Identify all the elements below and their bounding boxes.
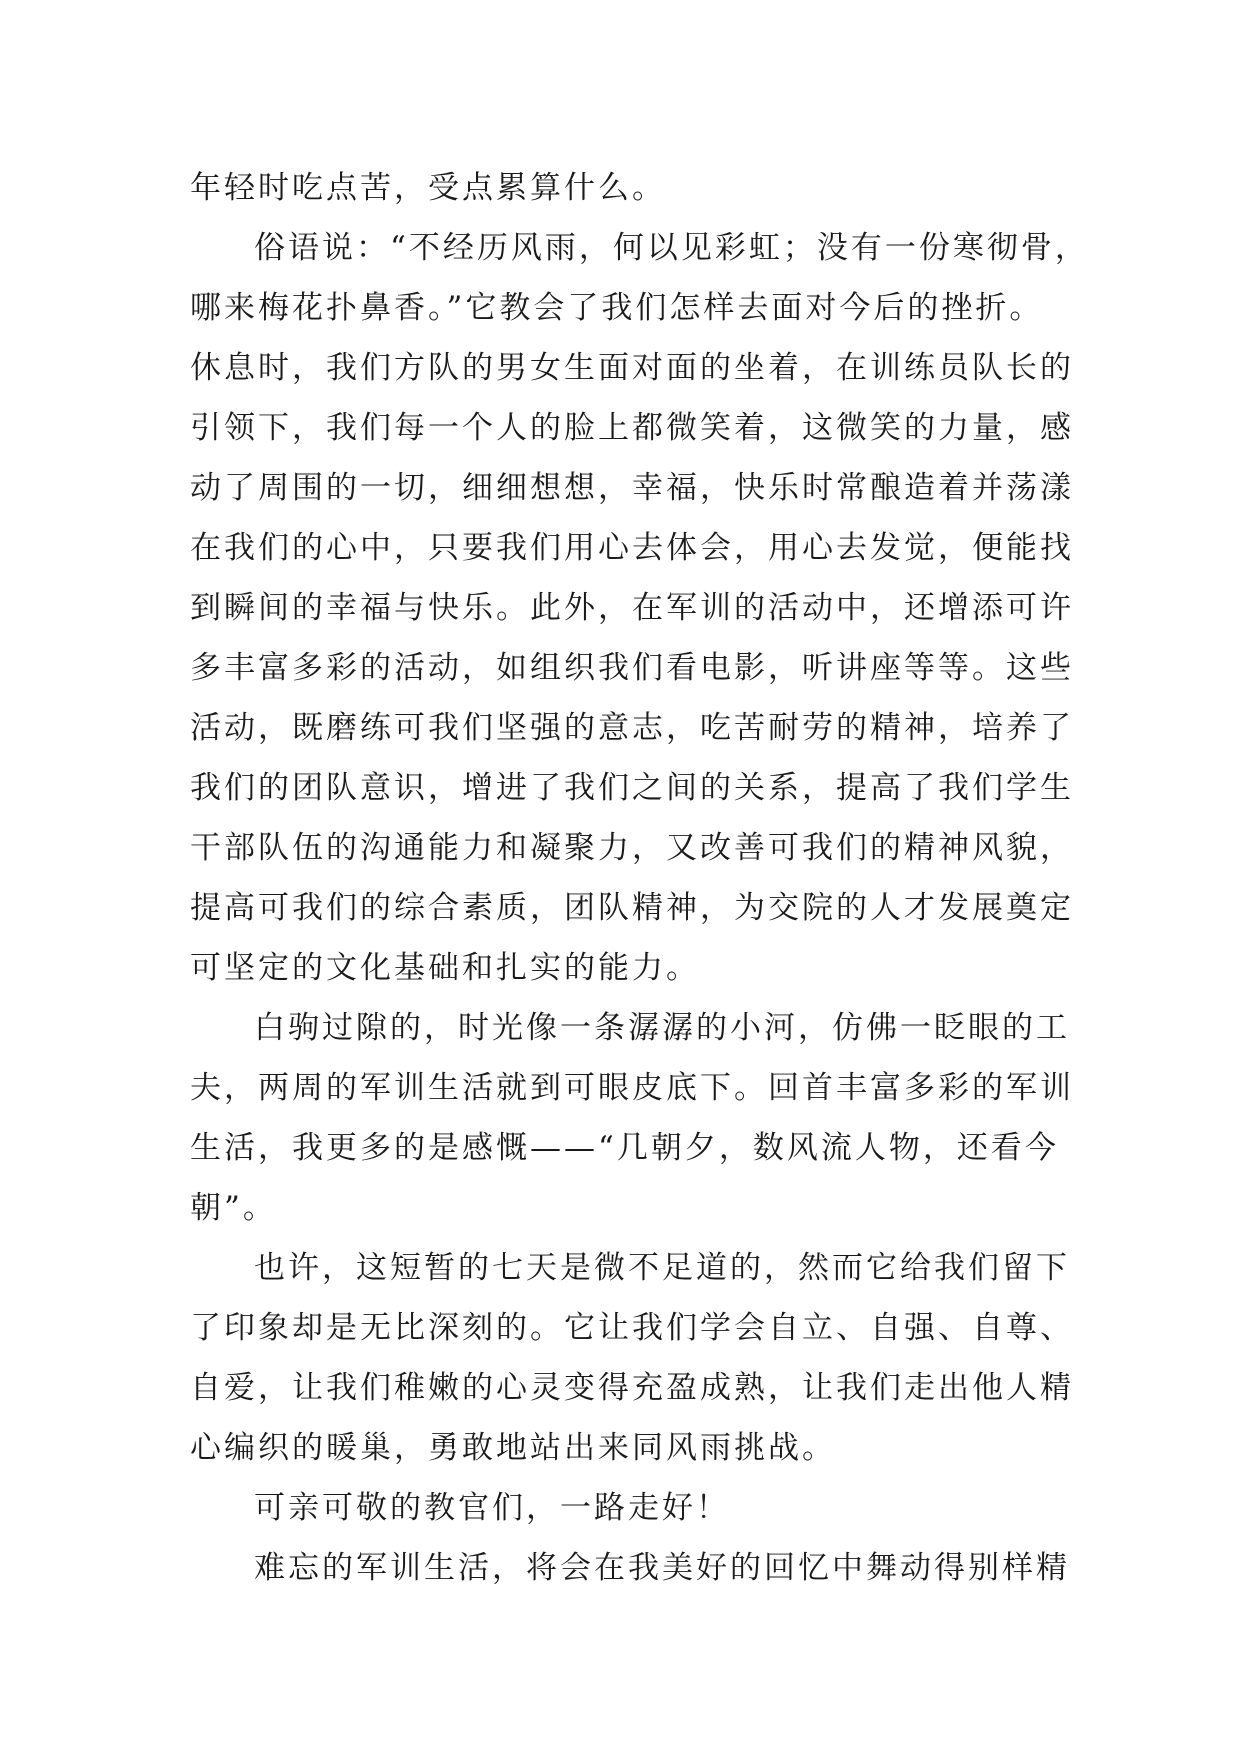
text-line: 年轻时吃点苦，受点累算什么。 bbox=[190, 170, 666, 206]
text-line: 也许，这短暂的七天是微不足道的，然而它给我们留下 bbox=[254, 1250, 1070, 1286]
text-line: 可亲可敬的教官们，一路走好！ bbox=[254, 1490, 730, 1526]
text-line: 多丰富多彩的活动，如组织我们看电影，听讲座等等。这些 bbox=[190, 650, 1074, 686]
text-line: 干部队伍的沟通能力和凝聚力，又改善可我们的精神风貌， bbox=[190, 830, 1074, 866]
text-line: 了印象却是无比深刻的。它让我们学会自立、自强、自尊、 bbox=[190, 1310, 1074, 1346]
text-line: 活动，既磨练可我们坚强的意志，吃苦耐劳的精神，培养了 bbox=[190, 710, 1074, 746]
text-line: 朝”。 bbox=[190, 1190, 277, 1226]
text-line: 休息时，我们方队的男女生面对面的坐着，在训练员队长的 bbox=[190, 350, 1074, 386]
text-line: 难忘的军训生活，将会在我美好的回忆中舞动得别样精 bbox=[254, 1550, 1070, 1586]
text-line: 提高可我们的综合素质，团队精神，为交院的人才发展奠定 bbox=[190, 890, 1074, 926]
text-line: 我们的团队意识，增进了我们之间的关系，提高了我们学生 bbox=[190, 770, 1074, 806]
text-line: 在我们的心中，只要我们用心去体会，用心去发觉，便能找 bbox=[190, 530, 1074, 566]
text-line: 俗语说：“不经历风雨，何以见彩虹；没有一份寒彻骨， bbox=[254, 230, 1089, 266]
text-line: 到瞬间的幸福与快乐。此外，在军训的活动中，还增添可许 bbox=[190, 590, 1074, 626]
text-line: 可坚定的文化基础和扎实的能力。 bbox=[190, 950, 700, 986]
text-line: 自爱，让我们稚嫩的心灵变得充盈成熟，让我们走出他人精 bbox=[190, 1370, 1074, 1406]
text-line: 哪来梅花扑鼻香。”它教会了我们怎样去面对今后的挫折。 bbox=[190, 290, 1044, 326]
text-line: 白驹过隙的，时光像一条潺潺的小河，仿佛一眨眼的工 bbox=[254, 1010, 1070, 1046]
text-line: 生活，我更多的是感慨——“几朝夕，数风流人物，还看今 bbox=[190, 1130, 1059, 1166]
text-line: 心编织的暖巢，勇敢地站出来同风雨挑战。 bbox=[190, 1430, 836, 1466]
text-line: 动了周围的一切，细细想想，幸福，快乐时常酿造着并荡漾 bbox=[190, 470, 1074, 506]
text-line: 引领下，我们每一个人的脸上都微笑着，这微笑的力量，感 bbox=[190, 410, 1074, 446]
text-line: 夫，两周的军训生活就到可眼皮底下。回首丰富多彩的军训 bbox=[190, 1070, 1074, 1106]
body-text bbox=[190, 158, 1089, 1598]
